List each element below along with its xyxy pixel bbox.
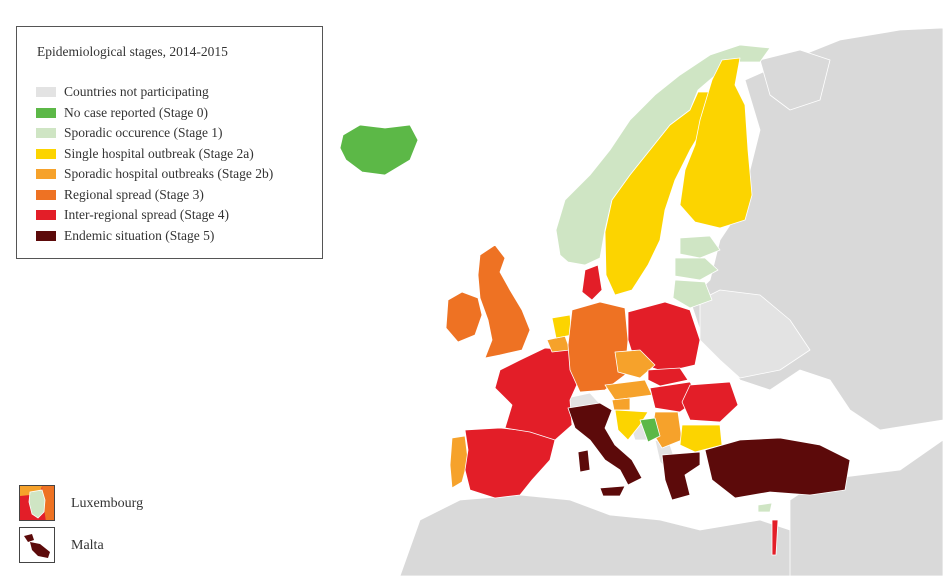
legend-item xyxy=(36,226,273,247)
legend-label: Endemic situation (Stage 5) xyxy=(64,227,215,243)
country-uk xyxy=(478,245,530,358)
country-france xyxy=(495,348,580,440)
legend xyxy=(16,26,323,259)
country-slovenia xyxy=(612,398,630,410)
legend-swatch xyxy=(36,128,56,138)
malta-label: Malta xyxy=(71,538,104,553)
legend-item xyxy=(36,103,273,124)
legend-label: No case reported (Stage 0) xyxy=(64,104,208,120)
legend-label: Single hospital outbreak (Stage 2a) xyxy=(64,145,254,161)
country-turkey xyxy=(705,438,850,498)
legend-item xyxy=(36,123,273,144)
malta-inset-map xyxy=(20,528,55,563)
country-portugal xyxy=(450,436,468,488)
country-estonia xyxy=(680,236,720,258)
legend-item xyxy=(36,164,273,185)
country-greece xyxy=(662,452,700,500)
legend-item xyxy=(36,185,273,206)
legend-swatch xyxy=(36,87,56,97)
country-germany xyxy=(568,302,628,392)
legend-label: Countries not participating xyxy=(64,84,209,100)
malta-inset xyxy=(19,527,55,563)
legend-item xyxy=(36,205,273,226)
country-italy-sardinia xyxy=(578,450,590,472)
legend-title: Epidemiological stages, 2014-2015 xyxy=(37,44,228,59)
legend-item xyxy=(36,144,273,165)
legend-swatch xyxy=(36,210,56,220)
country-cyprus xyxy=(758,503,772,512)
legend-label: Sporadic occurence (Stage 1) xyxy=(64,125,223,141)
legend-list xyxy=(36,82,273,246)
country-romania xyxy=(682,382,738,422)
legend-swatch xyxy=(36,190,56,200)
country-denmark xyxy=(582,265,602,300)
legend-label: Sporadic hospital outbreaks (Stage 2b) xyxy=(64,166,274,182)
country-ireland xyxy=(446,292,482,342)
luxembourg-inset xyxy=(19,485,55,521)
luxembourg-label: Luxembourg xyxy=(71,496,144,511)
legend-swatch xyxy=(36,149,56,159)
country-italy-sicily xyxy=(600,486,625,496)
luxembourg-inset-map xyxy=(20,486,55,521)
legend-swatch xyxy=(36,169,56,179)
region-north-africa xyxy=(400,495,800,576)
country-iceland xyxy=(340,125,418,175)
legend-swatch xyxy=(36,231,56,241)
legend-label: Regional spread (Stage 3) xyxy=(64,186,204,202)
legend-label: Inter-regional spread (Stage 4) xyxy=(64,207,230,223)
legend-swatch xyxy=(36,108,56,118)
country-spain xyxy=(465,428,555,498)
legend-item xyxy=(36,82,273,103)
